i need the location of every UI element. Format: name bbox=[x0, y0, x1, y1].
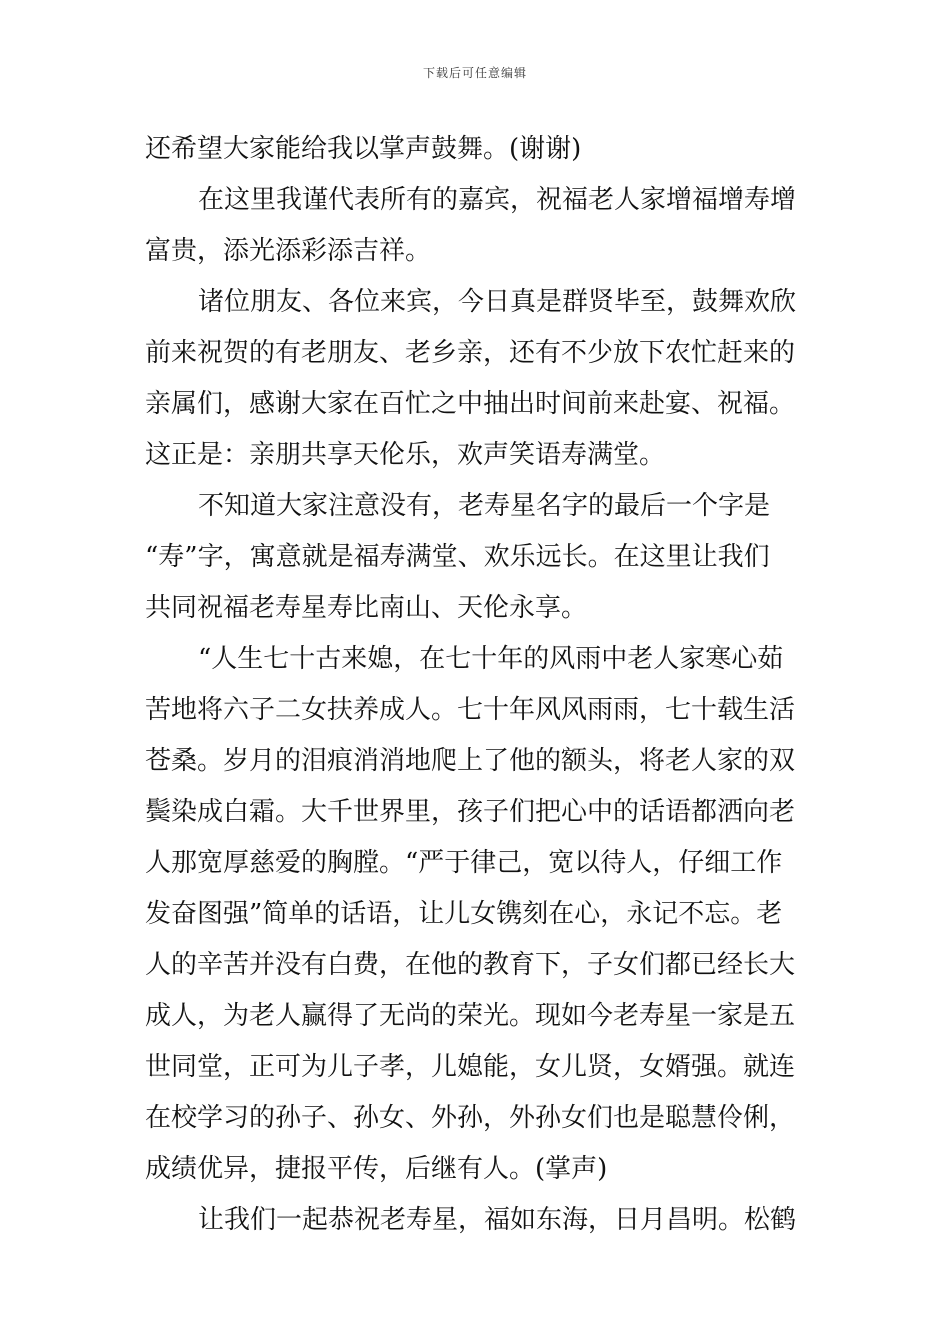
text-line: 成绩优异，捷报平传，后继有人。(掌声) bbox=[145, 1154, 608, 1184]
text-line: 让我们一起恭祝老寿星，福如东海，日月昌明。松鹤 bbox=[198, 1205, 797, 1235]
text-line: 苍桑。岁月的泪痕消消地爬上了他的额头，将老人家的双 bbox=[145, 746, 796, 776]
text-line: 前来祝贺的有老朋友、老乡亲，还有不少放下农忙赶来的 bbox=[145, 338, 796, 368]
text-line: 苦地将六子二女扶养成人。七十年风风雨雨，七十载生活 bbox=[145, 695, 796, 725]
text-line: 在校学习的孙子、孙女、外孙，外孙女们也是聪慧伶俐， bbox=[145, 1103, 796, 1133]
text-line: 共同祝福老寿星寿比南山、天伦永享。 bbox=[145, 593, 588, 623]
text-line: 人的辛苦并没有白费，在他的教育下，子女们都已经长大 bbox=[145, 950, 796, 980]
text-line: 发奋图强”简单的话语，让儿女镌刻在心，永记不忘。老 bbox=[145, 899, 783, 929]
document-body bbox=[145, 124, 810, 1246]
text-line: 人那宽厚慈爱的胸膛。“严于律己，宽以待人，仔细工作 bbox=[145, 848, 783, 878]
text-line: 亲属们，感谢大家在百忙之中抽出时间前来赴宴、祝福。 bbox=[145, 389, 796, 419]
text-line: 在这里我谨代表所有的嘉宾，祝福老人家增福增寿增 bbox=[198, 185, 797, 215]
text-line: 成人，为老人赢得了无尚的荣光。现如今老寿星一家是五 bbox=[145, 1001, 796, 1031]
text-line: 鬓染成白霜。大千世界里，孩子们把心中的话语都洒向老 bbox=[145, 797, 796, 827]
page-header: 下载后可任意编辑 bbox=[422, 66, 527, 80]
text-line: 世同堂，正可为儿子孝，儿媳能，女儿贤，女婿强。就连 bbox=[145, 1052, 796, 1082]
text-line: 这正是：亲朋共享天伦乐，欢声笑语寿满堂。 bbox=[145, 440, 666, 470]
text-line: 富贵，添光添彩添吉祥。 bbox=[145, 236, 432, 266]
text-line: 还希望大家能给我以掌声鼓舞。(谢谢) bbox=[145, 134, 582, 164]
text-line: 诸位朋友、各位来宾，今日真是群贤毕至，鼓舞欢欣 bbox=[198, 287, 797, 317]
text-line: “寿”字，寓意就是福寿满堂、欢乐远长。在这里让我们 bbox=[145, 542, 770, 572]
text-line: 不知道大家注意没有，老寿星名字的最后一个字是 bbox=[198, 491, 771, 521]
text-line: “人生七十古来媳，在七十年的风雨中老人家寒心茹 bbox=[198, 644, 784, 674]
